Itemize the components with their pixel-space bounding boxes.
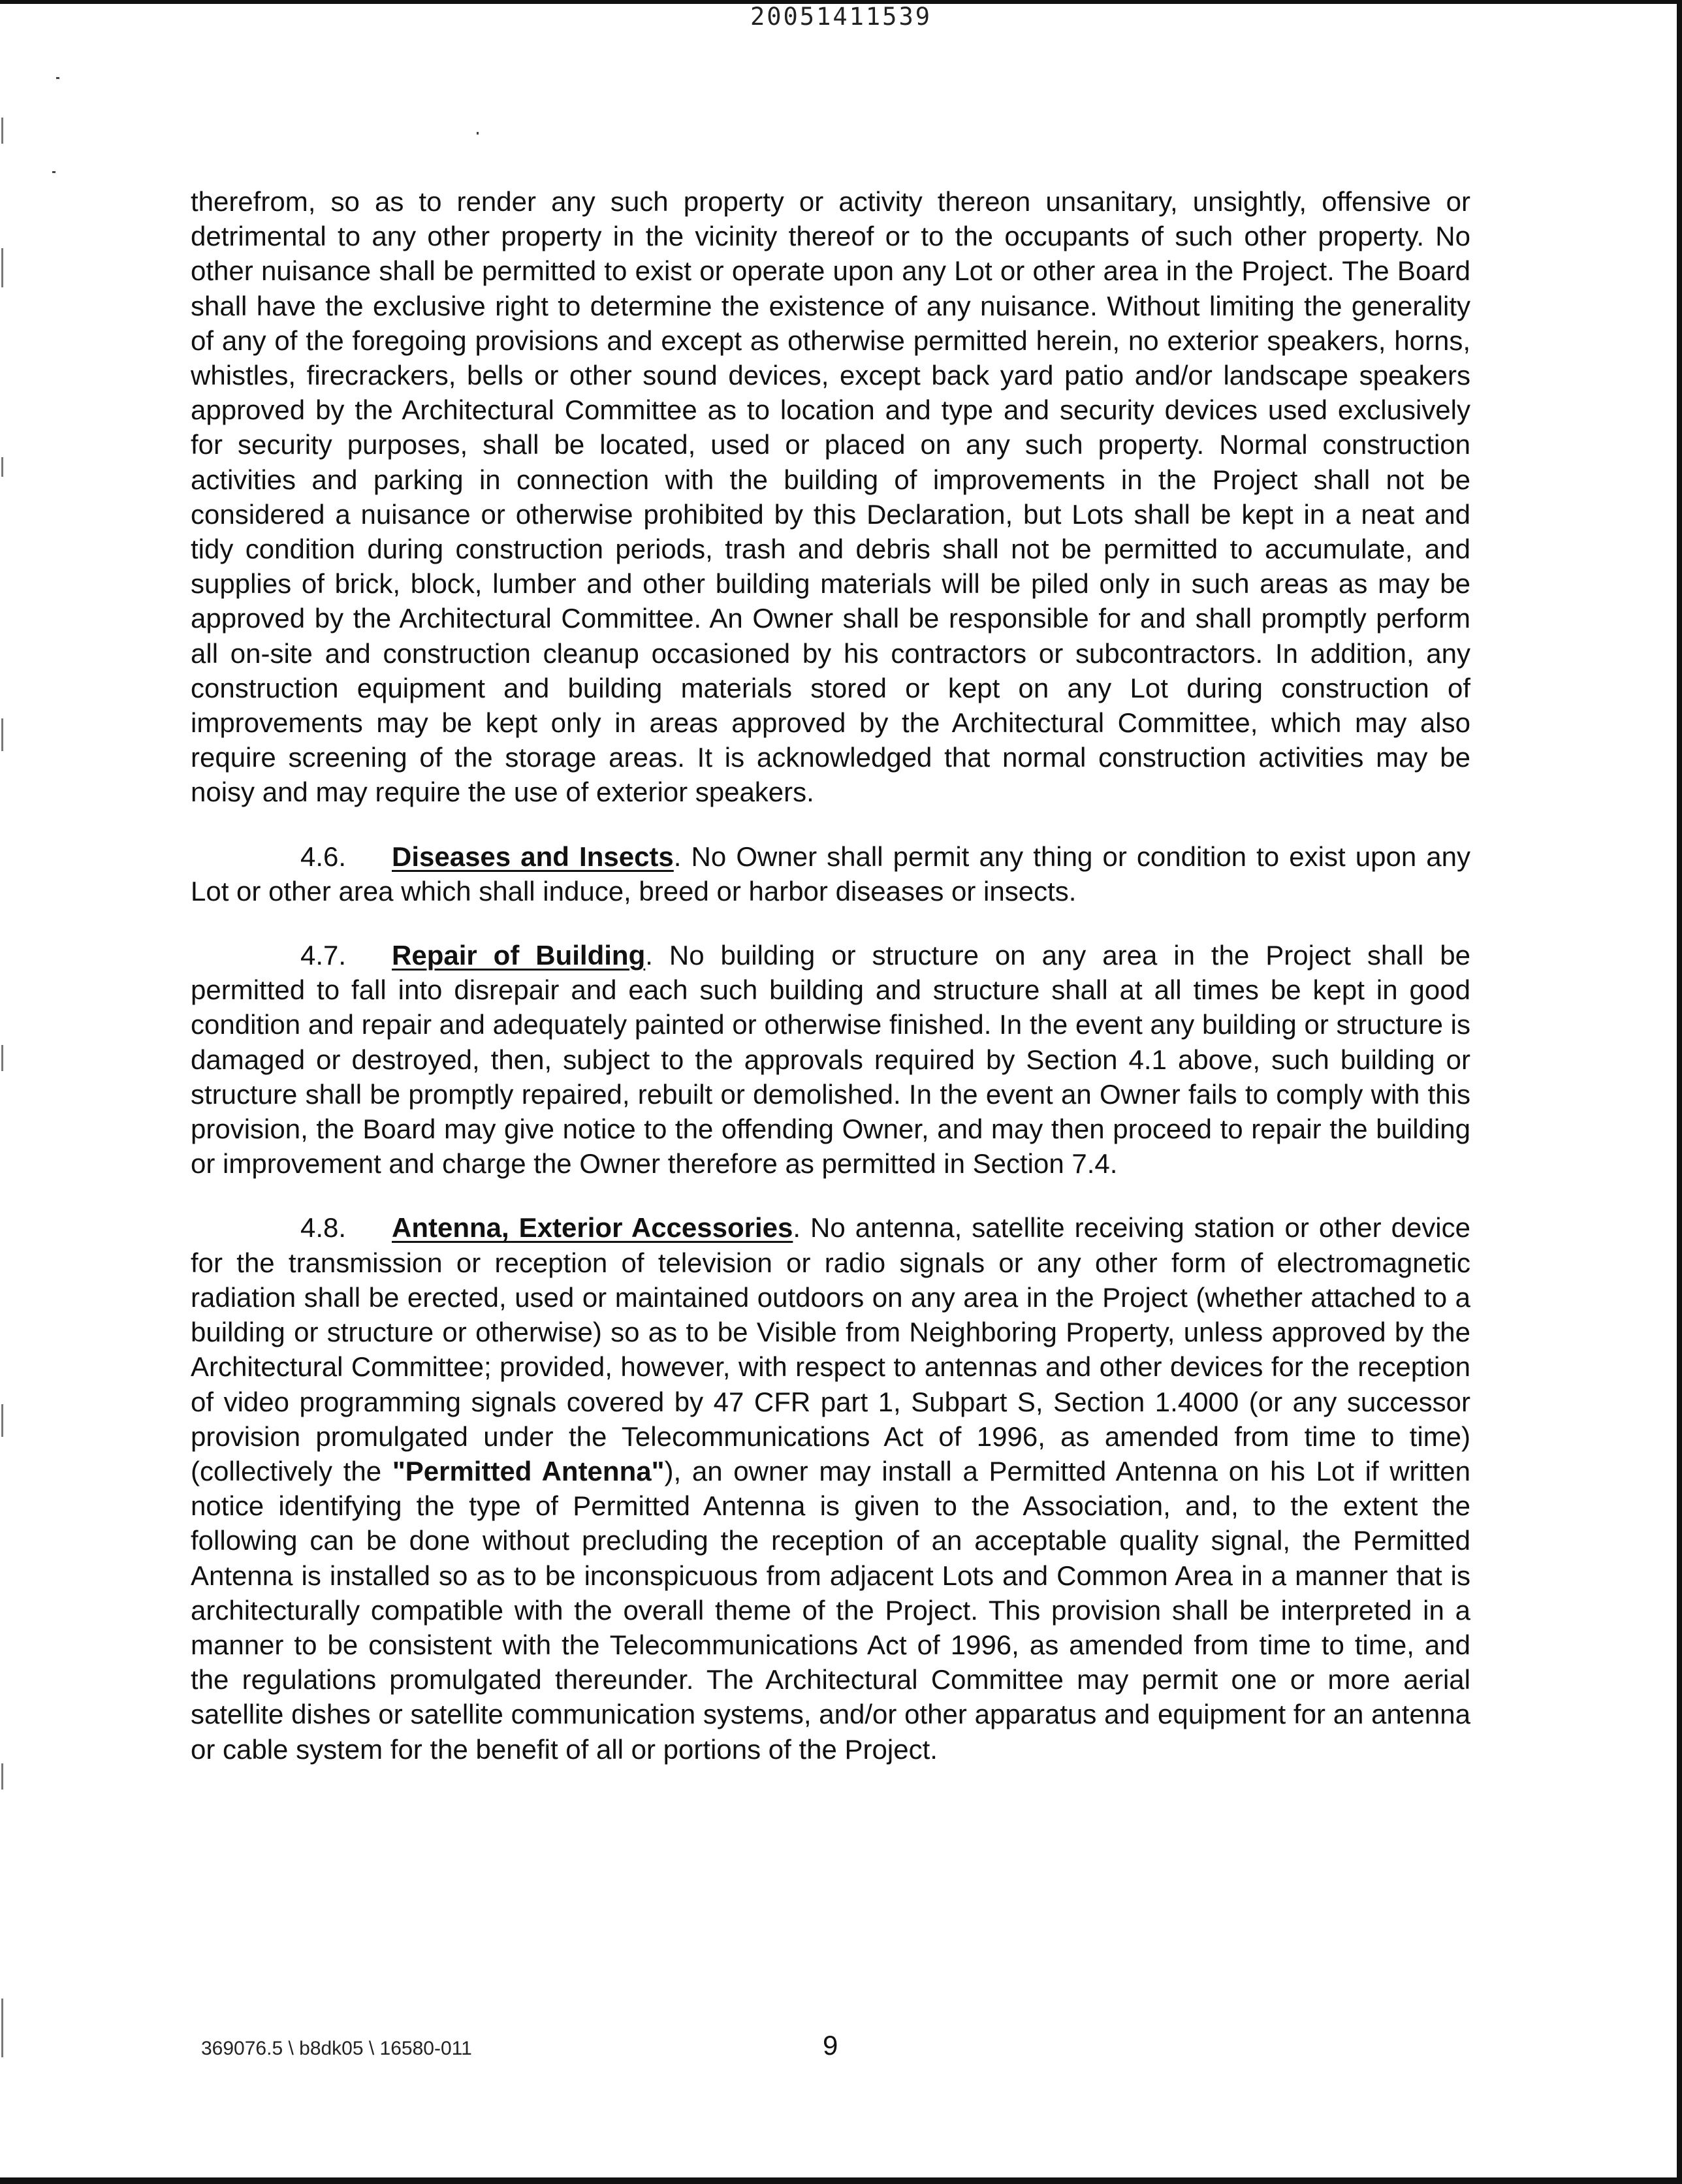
section-text: . No Owner shall permit any thing or condition to exist upon any Lot or other area which shall induce, breed or harbor diseases or insects. bbox=[191, 841, 1470, 907]
recording-document-number: 20051411539 bbox=[750, 3, 932, 31]
section-title: Antenna, Exterior Accessories bbox=[392, 1212, 793, 1244]
continuation-paragraph: therefrom, so as to render any such property or activity thereon unsanitary, unsightly, offensive or detrimental to any other property in the vicinity thereof or to the occupants of such other property. No other nuisance shall be permitted to exist or operate upon any Lot or other area in the Project. The Board shall have the exclusive right to determine the existence of any nuisance. Without limiting the generality of any of the foregoing provisions and except as otherwise permitted herein, no exterior speakers, horns, whistles, firecrackers, bells or other sound devices, except back yard patio and/or landscape speakers approved by the Architectural Committee as to location and type and security devices used exclusively for security purposes, shall be located, used or placed on any such property. Normal construction activities and parking in connection with the building of improvements in the Project shall not be considered a nuisance or otherwise prohibited by this Declaration, but Lots shall be kept in a neat and tidy condition during construction periods, trash and debris shall not be permitted to accumulate, and supplies of brick, block, lumber and other building materials will be piled only in such areas as may be approved by the Architectural Committee. An Owner shall be responsible for and shall promptly perform all on-site and construction cleanup occasioned by his contractors or subcontractors. In addition, any construction equipment and building materials stored or kept on any Lot during construction of improvements may be kept only in areas approved by the Architectural Committee, which may also require screening of the storage areas. It is acknowledged that normal construction activities may be noisy and may require the use of exterior speakers. bbox=[191, 186, 1470, 808]
footer-document-reference: 369076.5 \ b8dk05 \ 16580-011 bbox=[201, 2038, 472, 2059]
section-4-8 bbox=[191, 1210, 1470, 1766]
scan-speckle bbox=[1, 718, 3, 751]
scan-dot bbox=[477, 132, 479, 135]
scan-speckle bbox=[1, 1404, 3, 1437]
scan-speckle bbox=[1, 1999, 3, 2057]
section-number: 4.8. bbox=[300, 1212, 347, 1244]
scan-dot bbox=[52, 171, 56, 173]
scan-speckle bbox=[1, 457, 3, 477]
page-number: 9 bbox=[823, 2030, 838, 2061]
section-text-continued: ), an owner may install a Permitted Antenna on his Lot if written notice identifying the type of Permitted Antenna is given to the Association, and, to the extent the following can be done without precluding the reception of an acceptable quality signal, the Permitted Antenna is installed so as to be inconspicuous from adjacent Lots and Common Area in a manner that is architecturally compatible with the overall theme of the Project. This provision shall be interpreted in a manner to be consistent with the Telecommunications Act of 1996, as amended from time to time, and the regulations promulgated thereunder. The Architectural Committee may permit one or more aerial satellite dishes or satellite communication systems, and/or other apparatus and equipment for an antenna or cable system for the benefit of all or portions of the Project. bbox=[191, 1455, 1471, 1765]
section-title: Repair of Building bbox=[392, 940, 646, 971]
scan-speckle bbox=[1, 118, 3, 144]
section-title: Diseases and Insects bbox=[392, 841, 674, 872]
scan-border-bottom bbox=[0, 2177, 1682, 2184]
section-number: 4.6. bbox=[300, 841, 347, 872]
section-4-6 bbox=[191, 839, 1470, 908]
section-4-7 bbox=[191, 938, 1470, 1181]
scan-speckle bbox=[1, 1045, 3, 1071]
scan-speckle bbox=[1, 1763, 3, 1790]
section-text: . No antenna, satellite receiving station or other device for the transmission or reception of television or radio signals or any other form of electromagnetic radiation shall be erected, used or maintained outdoors on any area in the Project (whether attached to a building or structure or otherwise) so as to be Visible from Neighboring Property, unless approved by the Architectural Committee; provided, however, with respect to antennas and other devices for the reception of video programming signals covered by 47 CFR part 1, Subpart S, Section 1.4000 (or any successor provision promulgated under the Telecommunications Act of 1996, as amended from time to time) (collectively the bbox=[191, 1212, 1470, 1486]
scan-dot bbox=[56, 77, 59, 79]
scan-border-right bbox=[1677, 0, 1682, 2184]
section-number: 4.7. bbox=[300, 940, 347, 971]
section-text: . No building or structure on any area in the Project shall be permitted to fall into disrepair and each such building and structure shall at all times be kept in good condition and repair and adequately painted or otherwise finished. In the event any building or structure is damaged or destroyed, then, subject to the approvals required by Section 4.1 above, such building or structure shall be promptly repaired, rebuilt or demolished. In the event an Owner fails to comply with this provision, the Board may give notice to the offending Owner, and may then proceed to repair the building or improvement and charge the Owner therefore as permitted in Section 7.4. bbox=[191, 940, 1470, 1180]
scan-speckle bbox=[1, 248, 3, 287]
document-body bbox=[191, 184, 1470, 1796]
defined-term: "Permitted Antenna" bbox=[392, 1455, 665, 1486]
